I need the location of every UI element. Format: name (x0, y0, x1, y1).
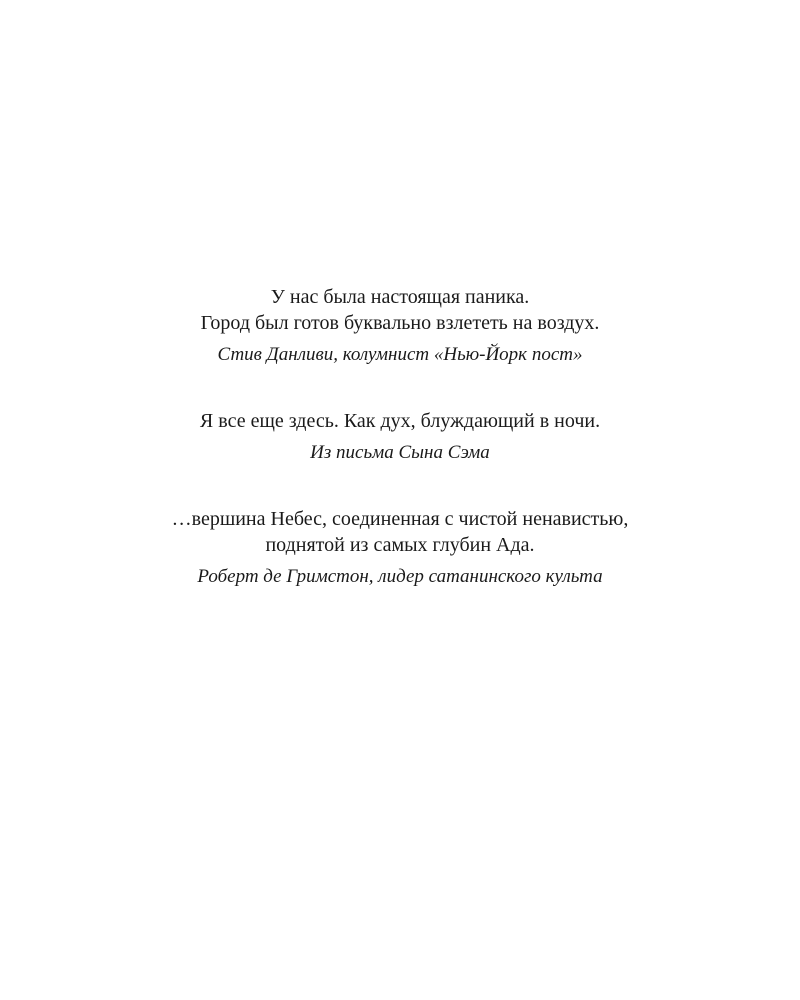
quote-attribution: Стив Данливи, колумнист «Нью-Йорк пост» (217, 344, 583, 365)
quote-attribution: Роберт де Гримстон, лидер сатанинского культа (197, 566, 603, 587)
quote-line: поднятой из самых глубин Ада. (265, 534, 535, 556)
epigraph-son-of-sam (0, 408, 800, 466)
quote-line: У нас была настоящая паника. (270, 286, 530, 308)
quote-line: Город был готов буквально взлететь на воздух. (200, 312, 600, 334)
epigraph-dunleavy (0, 284, 800, 368)
epigraph-de-grimston (0, 506, 800, 590)
epigraph-section (0, 284, 800, 590)
quote-line: …вершина Небес, соединенная с чистой ненавистью, (171, 508, 629, 530)
quote-attribution: Из письма Сына Сэма (310, 442, 490, 463)
quote-line: Я все еще здесь. Как дух, блуждающий в ночи. (199, 410, 601, 432)
